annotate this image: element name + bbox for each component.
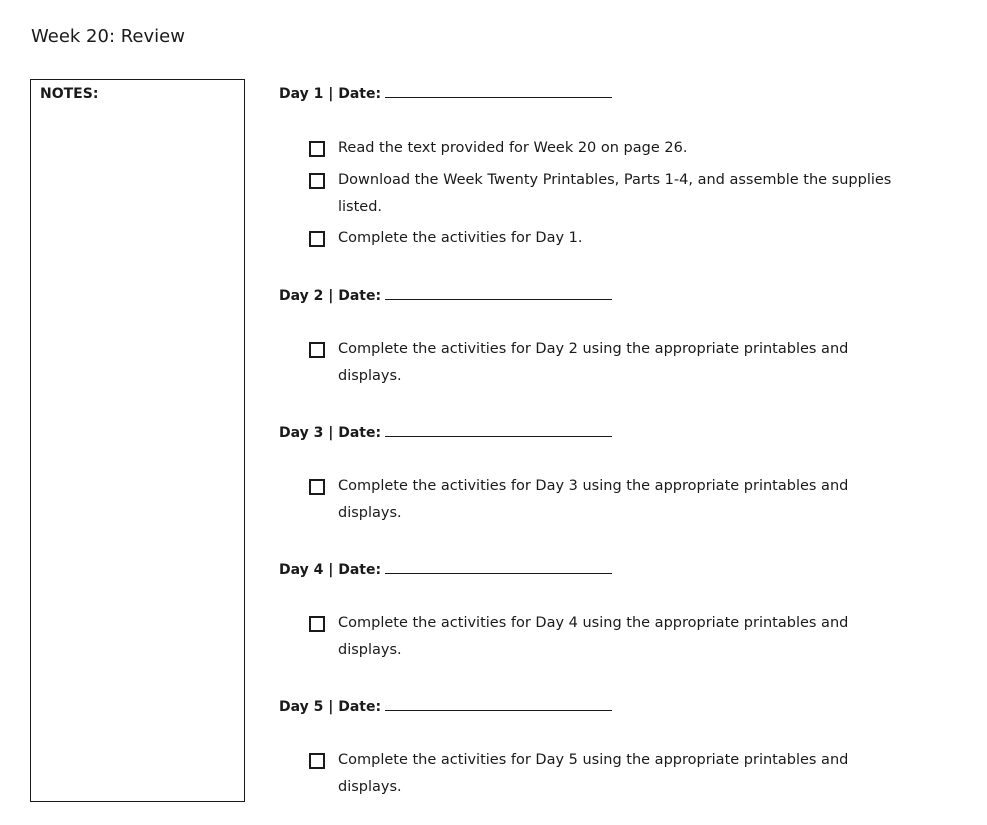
day-5-date-line[interactable] — [385, 696, 612, 711]
task-day-1-3 — [309, 230, 899, 250]
day-4-header — [279, 559, 612, 579]
day-5-header — [279, 696, 612, 716]
checkbox-icon[interactable] — [309, 753, 325, 769]
task-text: Complete the activities for Day 2 using the appropriate printables and displays. — [338, 341, 849, 384]
day-1-label: Day 1 | Date: — [279, 86, 382, 102]
day-2-label: Day 2 | Date: — [279, 288, 382, 304]
day-4-label: Day 4 | Date: — [279, 562, 382, 578]
day-5-label: Day 5 | Date: — [279, 699, 382, 715]
day-2-date-line[interactable] — [385, 285, 612, 300]
task-day-1-1 — [309, 140, 899, 160]
task-text: Complete the activities for Day 5 using the appropriate printables and displays. — [338, 752, 849, 795]
checkbox-icon[interactable] — [309, 141, 325, 157]
task-text: Complete the activities for Day 3 using the appropriate printables and displays. — [338, 478, 849, 521]
day-4-date-line[interactable] — [385, 559, 612, 574]
checkbox-icon[interactable] — [309, 616, 325, 632]
task-day-3-1 — [309, 478, 899, 526]
task-text: Download the Week Twenty Printables, Parts 1-4, and assemble the supplies listed. — [338, 172, 892, 215]
task-text: Complete the activities for Day 1. — [338, 230, 583, 246]
checkbox-icon[interactable] — [309, 231, 325, 247]
daily-schedule — [279, 0, 959, 825]
task-day-4-1 — [309, 615, 899, 663]
day-1-date-line[interactable] — [385, 83, 612, 98]
day-3-date-line[interactable] — [385, 422, 612, 437]
checkbox-icon[interactable] — [309, 479, 325, 495]
day-2-header — [279, 285, 612, 305]
task-text: Read the text provided for Week 20 on page 26. — [338, 140, 688, 156]
day-1-header — [279, 83, 612, 103]
day-3-label: Day 3 | Date: — [279, 425, 382, 441]
day-3-header — [279, 422, 612, 442]
task-text: Complete the activities for Day 4 using the appropriate printables and displays. — [338, 615, 849, 658]
task-day-1-2 — [309, 172, 899, 220]
task-day-5-1 — [309, 752, 899, 800]
task-day-2-1 — [309, 341, 899, 389]
notes-label: NOTES: — [40, 86, 99, 102]
checkbox-icon[interactable] — [309, 342, 325, 358]
page-title: Week 20: Review — [31, 26, 185, 47]
checkbox-icon[interactable] — [309, 173, 325, 189]
notes-box[interactable] — [30, 79, 245, 802]
